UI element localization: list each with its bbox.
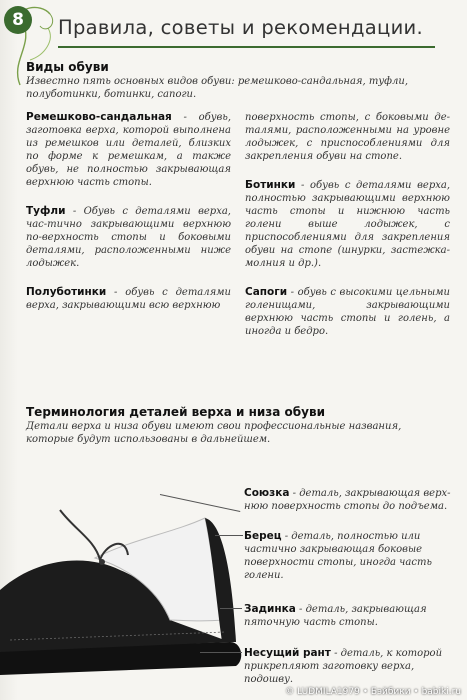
chapter-title: Правила, советы и рекомендации. [58, 16, 424, 39]
pointer-line [215, 535, 243, 536]
definition-item: Полуботинки - обувь с деталями верха, закрывающими всю верхнюю [26, 286, 231, 311]
right-column [245, 111, 450, 354]
definition-item: Ботинки - обувь с деталями верха, полностью закрывающими верхнюю часть стопы и нижнюю часть голени выше лодыжек, с приспособлениями для закрепления обуви на стопе (шнурки, застежка-молния и др.). [245, 179, 450, 269]
page-number: 8 [4, 6, 32, 34]
pointer-line [220, 608, 242, 609]
callout-berets: Берец - деталь, полностью или частично закрывающая боковые поверхности стопы, иногда часть голени. [244, 530, 432, 581]
definition-item: Туфли - Обувь с деталями верха, час-тично закрывающими верхнюю по-верхность стопы и боковыми деталями, расположенными ниже лодыжек. [26, 205, 231, 269]
left-column [26, 111, 231, 328]
definition-item: поверхность стопы, с боковыми де-талями, расположенными на уровне лодыжек, с приспособлениями для закрепления обуви на стопе. [245, 112, 450, 162]
pointer-line [200, 652, 242, 653]
title-underline [58, 46, 435, 48]
section-lead-shoe-types: Известно пять основных видов обуви: ремешково-сандальная, туфли, полуботинки, ботинки, сапоги. [26, 76, 408, 100]
callout-soyuzka: Союзка - деталь, закрывающая верх-нюю поверхность стопы до подъема. [244, 487, 451, 512]
callout-zadinka: Задинка - деталь, закрывающая пяточную часть стопы. [244, 603, 427, 628]
section-heading-terminology: Терминология деталей верха и низа обуви [26, 405, 325, 419]
definition-item: Ремешково-сандальная - обувь, заготовка верха, которой выполнена из ремешков или деталей, близких по форме к ремешкам, а также обувь, не полностью закрывающая верхнюю часть стопы. [26, 111, 231, 188]
section-lead-terminology: Детали верха и низа обуви имеют свои профессиональные названия, которые будут использованы в дальнейшем. [26, 421, 402, 445]
watermark: © LUDMILA1979 • Бэйбики • babiki.ru [285, 687, 461, 697]
callout-nesushchiy-rant: Несущий рант - деталь, к которой прикрепляют заготовку верха, подошву. [244, 647, 443, 685]
definition-item: Сапоги - обувь с высокими цельными голенищами, закрывающими верхнюю часть стопы и голень, а иногда и бедро. [245, 286, 450, 337]
section-heading-shoe-types: Виды обуви [26, 60, 109, 74]
